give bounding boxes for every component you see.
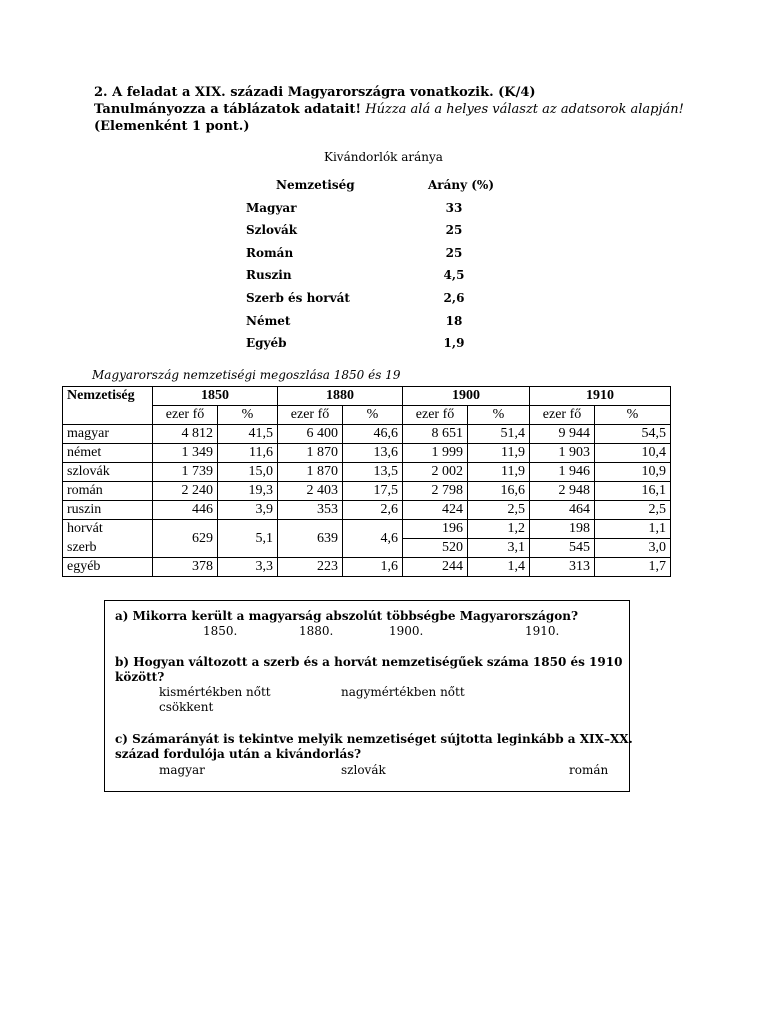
table1-value: 33 xyxy=(445,201,463,215)
table2-row-magyar xyxy=(63,425,671,444)
table2-cell: 1,2 xyxy=(468,520,530,539)
answer-option[interactable]: 1850. xyxy=(203,624,238,638)
table1-name: Ruszin xyxy=(246,268,292,282)
table2-row-horvat xyxy=(63,520,671,539)
question-c-cont: század fordulója után a kivándorlás? xyxy=(115,747,362,761)
table2-cell: 244 xyxy=(403,558,468,577)
table2-cell: 1 999 xyxy=(403,444,468,463)
table2-label: román xyxy=(63,482,153,501)
table2-row-egyeb xyxy=(63,558,671,577)
question-b: b) Hogyan változott a szerb és a horvát nemzetiségűek száma 1850 és 1910 xyxy=(115,655,623,669)
table2-cell: 16,1 xyxy=(595,482,671,501)
table2-head-nationality: Nemzetiség xyxy=(63,387,153,425)
questions-box xyxy=(104,600,633,792)
table2-cell: 17,5 xyxy=(343,482,403,501)
table1-value: 4,5 xyxy=(443,268,465,282)
table2-sub-unit: ezer fő xyxy=(278,406,343,425)
answer-option[interactable]: kismértékben nőtt xyxy=(159,685,271,699)
table2-year: 1910 xyxy=(530,387,671,406)
table2-cell: 51,4 xyxy=(468,425,530,444)
table2-cell: 1 946 xyxy=(530,463,595,482)
answer-option[interactable]: 1900. xyxy=(389,624,424,638)
table2-cell: 16,6 xyxy=(468,482,530,501)
table2-year: 1900 xyxy=(403,387,530,406)
table2-cell: 545 xyxy=(530,539,595,558)
table2-cell: 1 903 xyxy=(530,444,595,463)
table2-cell: 629 xyxy=(153,520,218,558)
table1-title: Kivándorlók aránya xyxy=(324,150,443,164)
question-a: a) Mikorra került a magyarság abszolút többségbe Magyarországon? xyxy=(115,609,579,623)
table2-cell: 198 xyxy=(530,520,595,539)
table1-value: 25 xyxy=(445,223,463,237)
table2-cell: 464 xyxy=(530,501,595,520)
table1-name: Szerb és horvát xyxy=(246,291,350,305)
answer-option[interactable]: 1880. xyxy=(299,624,334,638)
table2-cell: 19,3 xyxy=(218,482,278,501)
table2-row-ruszin xyxy=(63,501,671,520)
table2-cell: 1,4 xyxy=(468,558,530,577)
table2-sub-row xyxy=(63,406,671,425)
table2-cell: 313 xyxy=(530,558,595,577)
table2-cell: 2,6 xyxy=(343,501,403,520)
table2-cell: 9 944 xyxy=(530,425,595,444)
table2-sub-pct: % xyxy=(468,406,530,425)
table1-value: 2,6 xyxy=(443,291,465,305)
answer-option[interactable]: csökkent xyxy=(159,700,214,714)
table1-name: Magyar xyxy=(246,201,297,215)
table2-cell: 196 xyxy=(403,520,468,539)
table2-cell: 8 651 xyxy=(403,425,468,444)
table2-sub-pct: % xyxy=(218,406,278,425)
task-title: 2. A feladat a XIX. századi Magyarországra vonatkozik. (K/4) xyxy=(94,85,536,100)
scoring-note: (Elemenként 1 pont.) xyxy=(94,119,250,134)
table2-year-row xyxy=(63,387,671,406)
table2-cell: 4,6 xyxy=(343,520,403,558)
table2-cell: 424 xyxy=(403,501,468,520)
table2-row-nemet xyxy=(63,444,671,463)
table2-cell: 4 812 xyxy=(153,425,218,444)
table2-cell: 2,5 xyxy=(468,501,530,520)
table2-cell: 11,9 xyxy=(468,444,530,463)
nationality-distribution-table xyxy=(62,386,671,577)
table2-caption: Magyarország nemzetiségi megoszlása 1850 és 19 xyxy=(92,368,401,382)
table2-cell: 1,6 xyxy=(343,558,403,577)
table2-cell: 3,1 xyxy=(468,539,530,558)
table2-row-roman xyxy=(63,482,671,501)
table2-cell: 2 948 xyxy=(530,482,595,501)
table2-cell: 10,4 xyxy=(595,444,671,463)
table2-cell: 41,5 xyxy=(218,425,278,444)
instruction-italic: Húzza alá a helyes választ az adatsorok alapján! xyxy=(361,102,684,117)
table2-cell: 13,5 xyxy=(343,463,403,482)
table2-cell: 2 240 xyxy=(153,482,218,501)
table2-cell: 1 870 xyxy=(278,444,343,463)
question-c: c) Számarányát is tekintve melyik nemzetiséget sújtotta leginkább a XIX–XX. xyxy=(115,732,633,746)
table2-cell: 11,9 xyxy=(468,463,530,482)
table2-cell: 13,6 xyxy=(343,444,403,463)
table2-label: német xyxy=(63,444,153,463)
answer-option[interactable]: szlovák xyxy=(341,763,386,777)
table1-name: Román xyxy=(246,246,294,260)
table2-cell: 2,5 xyxy=(595,501,671,520)
table2-cell: 46,6 xyxy=(343,425,403,444)
table2-cell: 223 xyxy=(278,558,343,577)
table2-cell: 11,6 xyxy=(218,444,278,463)
table1-name: Egyéb xyxy=(246,336,287,350)
table1-value: 1,9 xyxy=(443,336,465,350)
table2-sub-unit: ezer fő xyxy=(530,406,595,425)
table2-year: 1880 xyxy=(278,387,403,406)
table2-cell: 1 349 xyxy=(153,444,218,463)
table2-sub-unit: ezer fő xyxy=(153,406,218,425)
table1-col-nationality: Nemzetiség xyxy=(276,178,355,192)
table1-name: Német xyxy=(246,314,291,328)
table2-label: magyar xyxy=(63,425,153,444)
table2-cell: 3,0 xyxy=(595,539,671,558)
table2-label: szlovák xyxy=(63,463,153,482)
table2-cell: 15,0 xyxy=(218,463,278,482)
table2-cell: 520 xyxy=(403,539,468,558)
task-instruction xyxy=(94,101,684,118)
table1-name: Szlovák xyxy=(246,223,298,237)
table2-cell: 446 xyxy=(153,501,218,520)
table2-cell: 54,5 xyxy=(595,425,671,444)
answer-option[interactable]: nagymértékben nőtt xyxy=(341,685,465,699)
table2-cell: 10,9 xyxy=(595,463,671,482)
table2-cell: 1 870 xyxy=(278,463,343,482)
table2-label: ruszin xyxy=(63,501,153,520)
table2-cell: 3,3 xyxy=(218,558,278,577)
table2-sub-pct: % xyxy=(595,406,671,425)
table2-cell: 6 400 xyxy=(278,425,343,444)
table2-sub-pct: % xyxy=(343,406,403,425)
answer-option[interactable]: román xyxy=(569,763,609,777)
table2-cell: 1 739 xyxy=(153,463,218,482)
table2-cell: 378 xyxy=(153,558,218,577)
table2-label: horvát xyxy=(63,520,153,539)
table2-cell: 2 798 xyxy=(403,482,468,501)
table2-cell: 2 002 xyxy=(403,463,468,482)
table2-cell: 639 xyxy=(278,520,343,558)
question-b-cont: között? xyxy=(115,670,165,684)
instruction-bold: Tanulmányozza a táblázatok adatait! xyxy=(94,102,362,117)
table2-cell: 353 xyxy=(278,501,343,520)
table2-label: szerb xyxy=(63,539,153,558)
table2-row-szlovak xyxy=(63,463,671,482)
table1-col-ratio: Arány (%) xyxy=(427,178,495,192)
table1-value: 18 xyxy=(445,314,463,328)
table2-cell: 3,9 xyxy=(218,501,278,520)
table2-cell: 1,1 xyxy=(595,520,671,539)
answer-option[interactable]: magyar xyxy=(159,763,205,777)
table2-label: egyéb xyxy=(63,558,153,577)
table2-cell: 5,1 xyxy=(218,520,278,558)
answer-option[interactable]: 1910. xyxy=(525,624,560,638)
table2-cell: 1,7 xyxy=(595,558,671,577)
table2-year: 1850 xyxy=(153,387,278,406)
table2-sub-unit: ezer fő xyxy=(403,406,468,425)
table1-value: 25 xyxy=(445,246,463,260)
table2-cell: 2 403 xyxy=(278,482,343,501)
